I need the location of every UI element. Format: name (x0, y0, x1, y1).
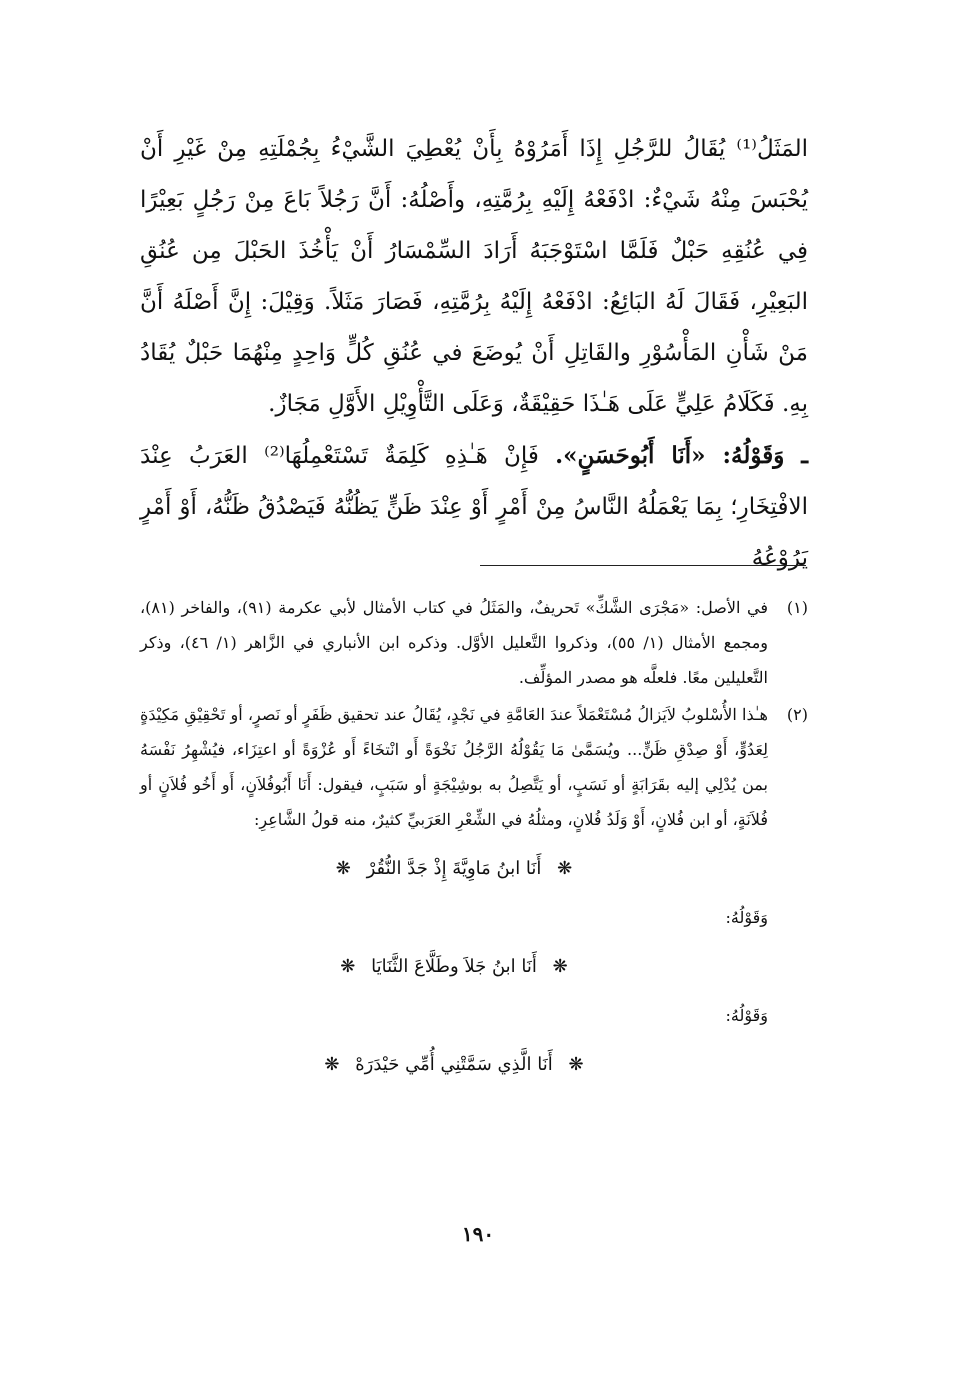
verse-2 (140, 945, 808, 989)
footnote-1-number: (١) (786, 598, 808, 617)
verse-3-text: أَنَا الَّذِي سَمَّتْنِي أُمِّي حَيْدَرَهْ (355, 1054, 553, 1075)
verse-2-star-left: ❋ (340, 956, 356, 977)
verse-3-star-left: ❋ (324, 1054, 340, 1075)
quote-lead: ـ وَقَوْلُهُ: «أَنَا أَبُوحَسَنٍ». (555, 442, 808, 469)
page-number: ١٩٠ (461, 1222, 495, 1246)
footnote-1 (140, 590, 808, 695)
main-paragraph-2 (140, 430, 808, 584)
footnote-2-number: (٢) (786, 705, 808, 724)
footnote-2 (140, 697, 808, 837)
footnote-1-text: في الأصل: «مَجْرَى الشَّكِّ» تَحريفٌ، والمَثَلُ في كتاب الأمثال لأبي عكرمة (٩١)، والفاخر (٨١)، ومجمع الأمثال (١/ ٥٥)، وذكروا التَّعليل الأوَّل. وذكره ابن الأنباري في الزَّاهر (١/ ٤٦)، وذكر التَّعليلين معًا. فلعلَّه هو مصدر المؤلِّف. (140, 598, 769, 687)
footnote-2-text: هـٰذا الأُسْلوبُ لاَيَزالُ مُسْتَعْمَلاً عندَ العَامَّةِ في نَجْدٍ، يُقَالُ عند تحقيق ظَفَرٍ أو نَصرٍ، أو تَحْقِيْقِ مَكِيْدَةٍ لِعَدُوٍّ، أَوْ صِدْقِ ظَنٍّ... ويُسَمَّىٰ مَا يَقُوْلُهُ الرَّجُلُ نَخْوَةً أَو انْتخَاءً أَو عُزْوَةً أو اعتِزَاء، فيُشْهِرُ نَفْسَهُ بمن يُدْلِي إليه بقَرَابَةٍ أو نَسَبٍ، أو يَتَّصِلُ به بوشِيْجَةٍ أو سَبَبٍ، فيقول: أَنَا أَبُوفُلاَنٍ، أَو أَخُو فُلاَنٍ أو فُلاَنَةٍ، أو ابن فُلانٍ، أَوْ وَلَدُ فُلانٍ، ومثلُهُ في الشِّعْرِ العَرَبيِّ كثيرٌ، منه قولُ الشَّاعِرِ: (140, 705, 768, 829)
main-paragraph-1: المَثَلُ⁽¹⁾ يُقَالُ للرَّجُلِ إِذَا أَمَرُوْهُ بِأَنْ يُعْطِيَ الشَّيْءُ بِجُمْلَتِهِ مِنْ غَيْرِ أَنْ يُحْبَسَ مِنْهُ شَيْءٌ: ادْفَعْهُ إِلَيْهِ بِرُمَّتِهِ، وأَصْلُهُ: أَنَّ رَجُلاً بَاعَ مِنْ رَجُلٍ بَعِيْرًا فِي عُنُقِهِ حَبْلٌ فَلَمَّا اسْتَوْجَبَهُ أَرَادَ السِّمْسَارُ أَنْ يَأْخُذَ الحَبْلَ مِن عُنُقِ البَعِيْرِ، فَقَالَ لَهُ البَائِعُ: ادْفَعْهُ إِلَيْهُ بِرُمَّتِهِ، فَصَارَ مَثَلاً. وَقِيْلَ: إِنَّ أَصْلَهُ أَنَّ مَنْ شَأْنِ المَأْسُوْرِ والقَاتِلِ أَنْ يُوضَعَ في عُنُقِ كُلٍّ وَاحِدٍ مِنْهُمَا حَبْلٌ يُقَادُ بِهِ. فَكَلَامُ عَلِيٍّ عَلَى هَـٰذَا حَقِيْقَةٌ، وَعَلَى التَّأْوِيْلِ الأَوَّلِ مَجَازٌ. (140, 136, 808, 417)
verse-3 (140, 1043, 808, 1087)
verse-2-star-right: ❋ (552, 956, 568, 977)
verse-1 (140, 847, 808, 891)
main-paragraph-2-text: فَإِنْ هَـٰذِهِ كَلِمَةٌ تَسْتَعْمِلُهَا⁽²⁾ العَرَبُ عِنْدَ الافْتِخَارِ؛ بِمَا يَعْمَلُهُ النَّاسُ مِنْ أَمْرٍ أَوْ عِنْدَ ظَنٍّ يَظُنُّهُ فَيَصْدُقُ ظَنُّهُ، أَوْ أَمْرٍ يَرُوْعُهُ (140, 443, 808, 571)
verse-1-star-right: ❋ (557, 858, 573, 879)
verse-2-intro: وَقَوْلُهُ: (725, 908, 768, 927)
verse-3-star-right: ❋ (568, 1054, 584, 1075)
verse-2-text: أَنَا ابنُ جَلاَ وطَلَّاعَ الثَّنَايَا (371, 956, 537, 977)
footnotes-block (140, 590, 808, 1097)
footnote-separator (480, 565, 806, 566)
verse-1-star-left: ❋ (335, 858, 351, 879)
main-text-block (140, 124, 808, 584)
verse-3-intro: وَقَوْلُهُ: (725, 1006, 768, 1025)
verse-1-text: أَنَا ابنُ مَاوِيَّةَ إِذْ جَدَّ النُّقُرْ (366, 858, 542, 879)
